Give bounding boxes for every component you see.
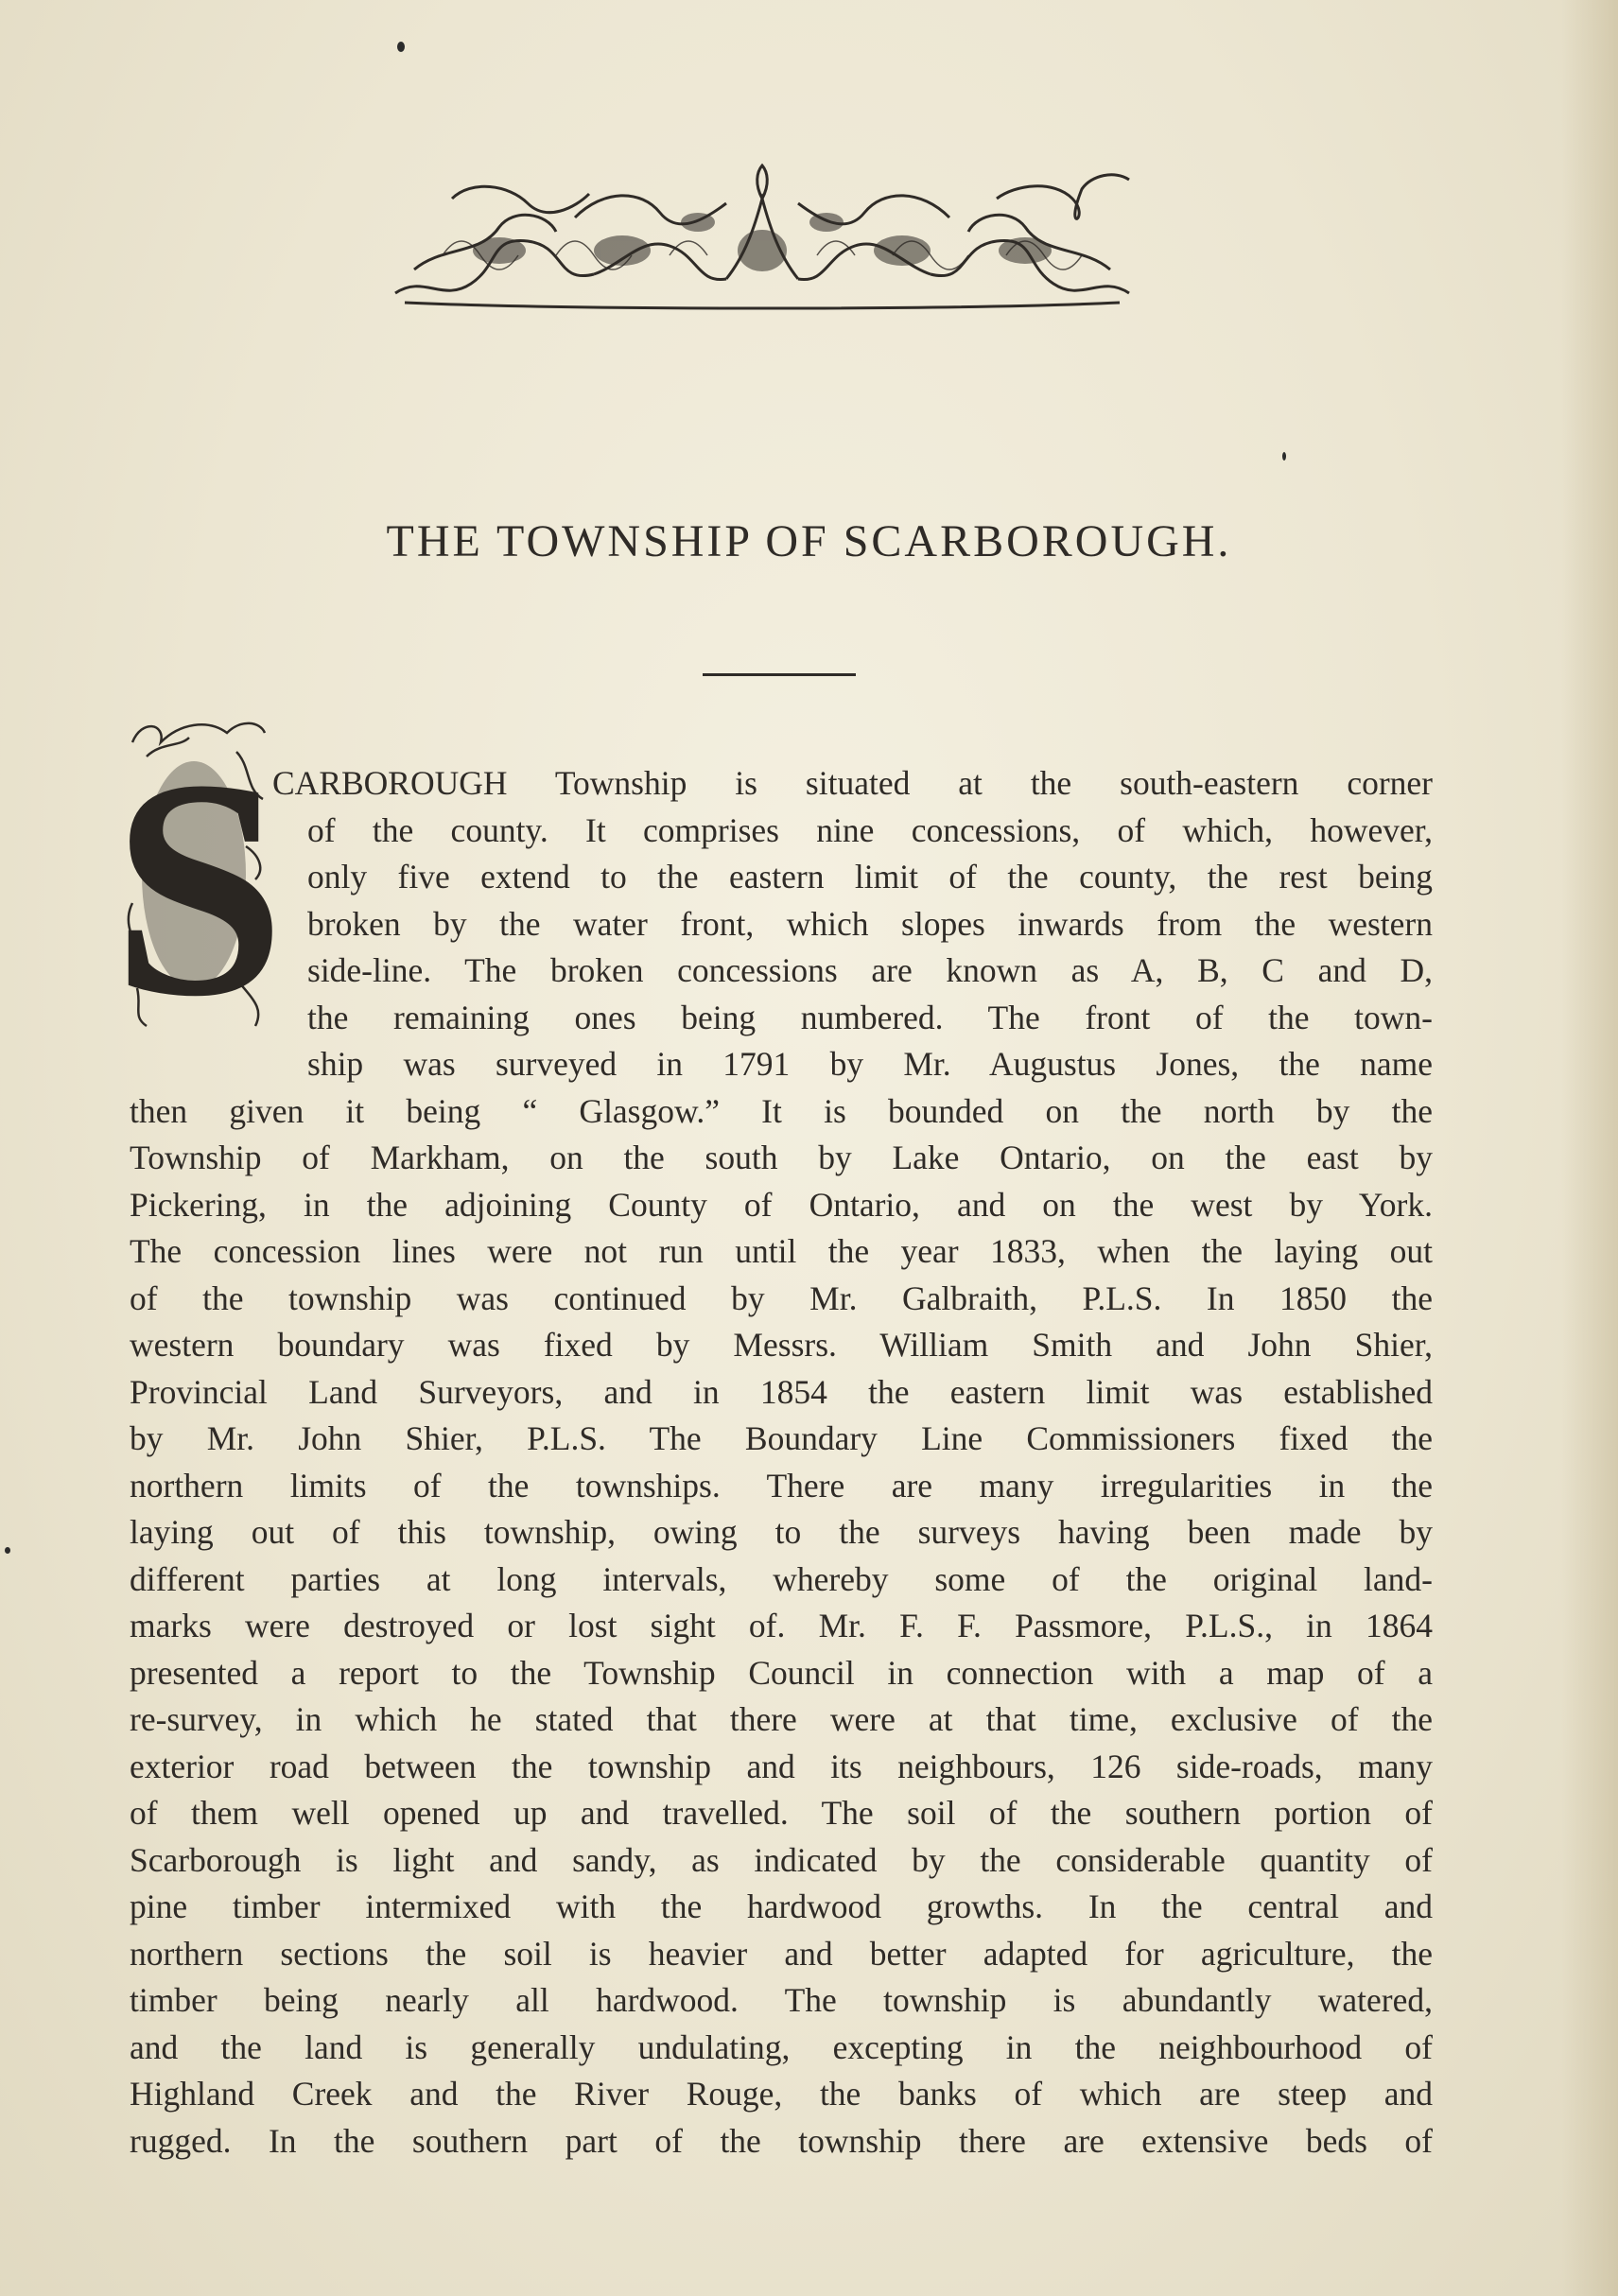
paragraph-line: Provincial Land Surveyors, and in 1854 the eastern limit was established: [130, 1372, 1433, 1411]
paragraph-line: Pickering, in the adjoining County of Ontario, and on the west by York.: [130, 1185, 1433, 1224]
paragraph-line: re-survey, in which he stated that there were at that time, exclusive of the: [130, 1700, 1433, 1738]
ink-speck: [397, 42, 405, 52]
paragraph-line: northern limits of the townships. There are many irregularities in the: [130, 1466, 1433, 1505]
paragraph-line: presented a report to the Township Council in connection with a map of a: [130, 1653, 1433, 1692]
paragraph-line: timber being nearly all hardwood. The township is abundantly watered,: [130, 1981, 1433, 2019]
paragraph-line: northern sections the soil is heavier and better adapted for agriculture, the: [130, 1934, 1433, 1973]
paragraph-line: ship was surveyed in 1791 by Mr. Augustus Jones, the name: [307, 1045, 1433, 1083]
paragraph-line: Township of Markham, on the south by Lake Ontario, on the east by: [130, 1139, 1433, 1176]
paragraph-line: exterior road between the township and its neighbours, 126 side-roads, many: [130, 1747, 1433, 1785]
paragraph-line: and the land is generally undulating, excepting in the neighbourhood of: [130, 2027, 1433, 2066]
body-paragraph: [130, 760, 1433, 2165]
paragraph-line: laying out of this township, owing to the surveys having been made by: [130, 1513, 1433, 1551]
paragraph-line: the remaining ones being numbered. The front of the town-: [307, 998, 1433, 1036]
paragraph-line: broken by the water front, which slopes inwards from the western: [307, 904, 1433, 943]
ink-speck: [1282, 452, 1286, 461]
paragraph-line: of them well opened up and travelled. The soil of the southern portion of: [130, 1794, 1433, 1832]
decorative-headpiece-ornament: [386, 161, 1139, 322]
paragraph-line: CARBOROUGH Township is situated at the south-eastern corner: [272, 764, 1433, 802]
page-title: THE TOWNSHIP OF SCARBOROUGH.: [386, 516, 1232, 566]
page-edge-shadow: [1561, 0, 1618, 2296]
paragraph-line: of the township was continued by Mr. Galbraith, P.L.S. In 1850 the: [130, 1278, 1433, 1317]
dropcap-letter: S: [112, 716, 286, 1061]
paragraph-line: different parties at long intervals, whereby some of the original land-: [130, 1559, 1433, 1598]
paragraph-line: pine timber intermixed with the hardwood growths. In the central and: [130, 1887, 1433, 1925]
paragraph-line: then given it being “ Glasgow.” It is bounded on the north by the: [130, 1091, 1433, 1130]
paragraph-line: Highland Creek and the River Rouge, the banks of which are steep and: [130, 2075, 1433, 2113]
paragraph-line: rugged. In the southern part of the township there are extensive beds of: [130, 2121, 1433, 2160]
paragraph-line: by Mr. John Shier, P.L.S. The Boundary Line Commissioners fixed the: [130, 1419, 1433, 1457]
title-rule-divider: [703, 673, 856, 676]
paragraph-line: marks were destroyed or lost sight of. Mr. F. F. Passmore, P.L.S., in 1864: [130, 1607, 1433, 1644]
paragraph-line: western boundary was fixed by Messrs. William Smith and John Shier,: [130, 1326, 1433, 1364]
paragraph-line: of the county. It comprises nine concessions, of which, however,: [307, 810, 1433, 849]
paragraph-line: The concession lines were not run until the year 1833, when the laying out: [130, 1232, 1433, 1270]
paragraph-line: side-line. The broken concessions are known as A, B, C and D,: [307, 951, 1433, 989]
paragraph-line: Scarborough is light and sandy, as indicated by the considerable quantity of: [130, 1840, 1433, 1879]
ink-speck: [5, 1547, 10, 1554]
paragraph-line: only five extend to the eastern limit of the county, the rest being: [307, 858, 1433, 896]
